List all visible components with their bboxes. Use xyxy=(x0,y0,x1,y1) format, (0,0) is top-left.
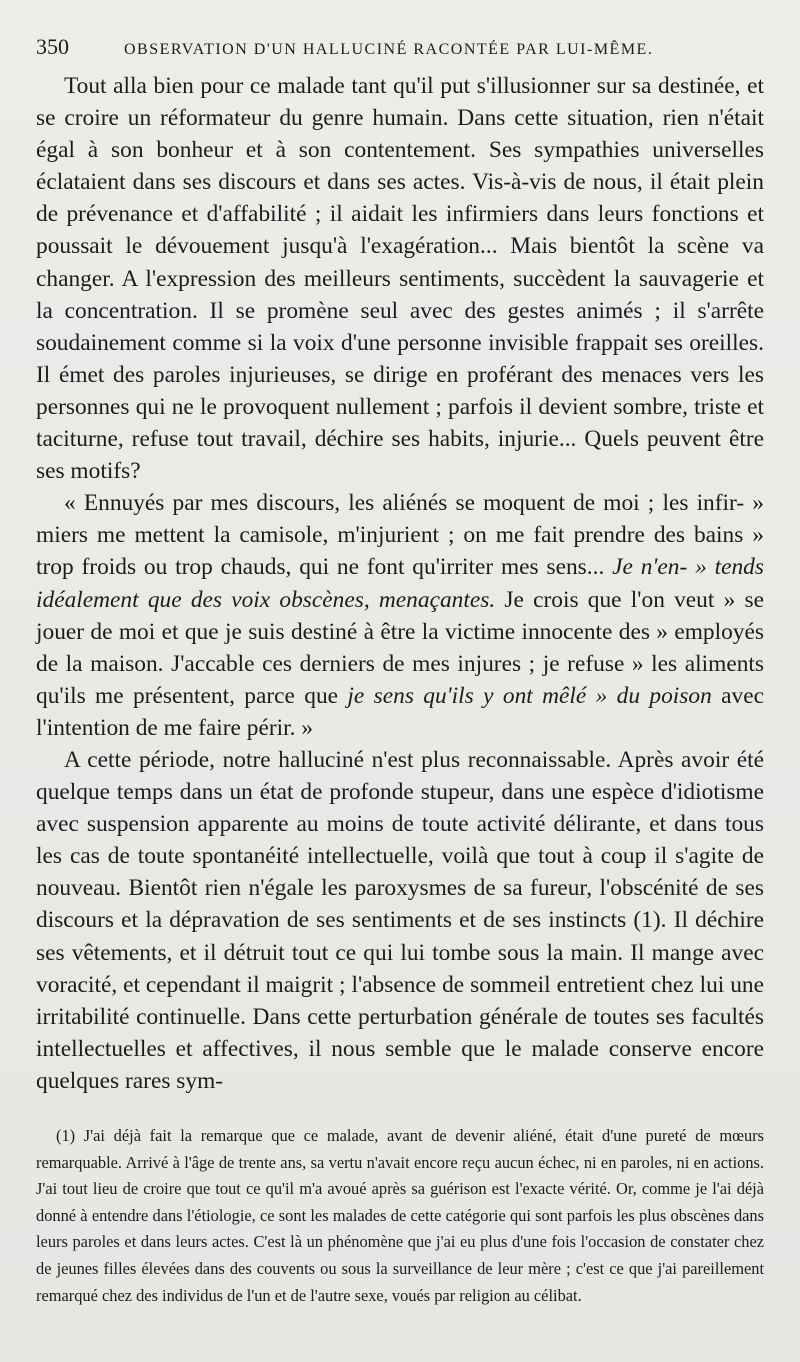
page-number: 350 xyxy=(36,34,69,59)
footnote-separator xyxy=(36,1097,764,1123)
footnote: (1) J'ai déjà fait la remarque que ce malade, avant de devenir aliéné, était d'une pureté de mœurs remarquable. Arrivé à l'âge de trente ans, sa vertu n'avait encore reçu aucun échec, ni en paroles, ni en actions. J'ai tout lieu de croire que tout ce qu'il m'a avoué après sa guérison est l'exacte vérité. Or, comme je l'ai déjà donné à entendre dans l'étiologie, ce sont les malades de cette catégorie qui sont parfois les plus obscènes dans leurs paroles et dans leurs actes. C'est là un phénomène que j'ai eu plus d'une fois l'occasion de constater chez de jeunes filles élevées dans des couvents ou sous la surveillance de leur mère ; c'est ce que j'ai pareillement remarqué chez des individus de l'un et de l'autre sexe, voués par religion au célibat. xyxy=(36,1126,764,1305)
main-text xyxy=(36,70,764,1097)
running-title: OBSERVATION D'UN HALLUCINÉ RACONTÉE PAR LUI-MÊME. xyxy=(124,41,654,58)
paragraph-1: Tout alla bien pour ce malade tant qu'il put s'illusionner sur sa destinée, et se croire un réformateur du genre humain. Dans cette situation, rien n'était égal à son bonheur et à son contentement. Ses sympathies universelles éclataient dans ses discours et dans ses actes. Vis-à-vis de nous, il était plein de prévenance et d'affabilité ; il aidait les infirmiers dans leurs fonctions et poussait le dévouement jusqu'à l'exagération... Mais bientôt la scène va changer. A l'expression des meilleurs sentiments, succèdent la sauvagerie et la concentration. Il se promène seul avec des gestes animés ; il s'arrête soudainement comme si la voix d'une personne invisible frappait ses oreilles. Il émet des paroles injurieuses, se dirige en proférant des menaces vers les personnes qui ne le provoquent nullement ; parfois il devient sombre, triste et taciturne, refuse tout travail, déchire ses habits, injurie... Quels peuvent être ses motifs? xyxy=(36,73,764,485)
running-head xyxy=(36,34,764,68)
quote-part-3: avec l'intention de me faire périr. » xyxy=(36,682,764,741)
quote-part-2: Je crois que l'on veut » se jouer de moi et que je suis destiné à être la victime innocente des » employés de la maison. J'accable ces derniers de mes injures ; je refuse » les aliments qu'ils me présentent, parce que xyxy=(36,586,764,709)
quote-part-1: « Ennuyés par mes discours, les aliénés se moquent de moi ; les infir- » miers me mettent la camisole, m'injurient ; on me fait prendre des bains » trop froids ou trop chauds, qui ne font qu'irriter mes sens... xyxy=(36,490,764,581)
paragraph-2: A cette période, notre halluciné n'est plus reconnaissable. Après avoir été quelque temps dans un état de profonde stupeur, dans une espèce d'idiotisme avec suspension apparente au moins de toute activité délirante, et dans tous les cas de toute spontanéité intellectuelle, voilà que tout à coup il s'agite de nouveau. Bientôt rien n'égale les paroxysmes de sa fureur, l'obscénité de ses discours et la dépravation de ses sentiments et de ses instincts (1). Il déchire ses vêtements, et il détruit tout ce qui lui tombe sous la main. Il mange avec voracité, et cependant il maigrit ; l'absence de sommeil entretient chez lui une irritabilité continuelle. Dans cette perturbation générale de toutes ses facultés intellectuelles et affectives, il nous semble que le malade conserve encore quelques rares sym- xyxy=(36,746,764,1094)
quote-paragraph xyxy=(36,487,764,744)
quote-italic-2: je sens qu'ils y ont mêlé » du poison xyxy=(347,682,712,709)
patient-quote xyxy=(36,487,764,744)
quote-italic-1: Je n'en- » tends idéalement que des voix obscènes, menaçantes. xyxy=(36,554,764,613)
